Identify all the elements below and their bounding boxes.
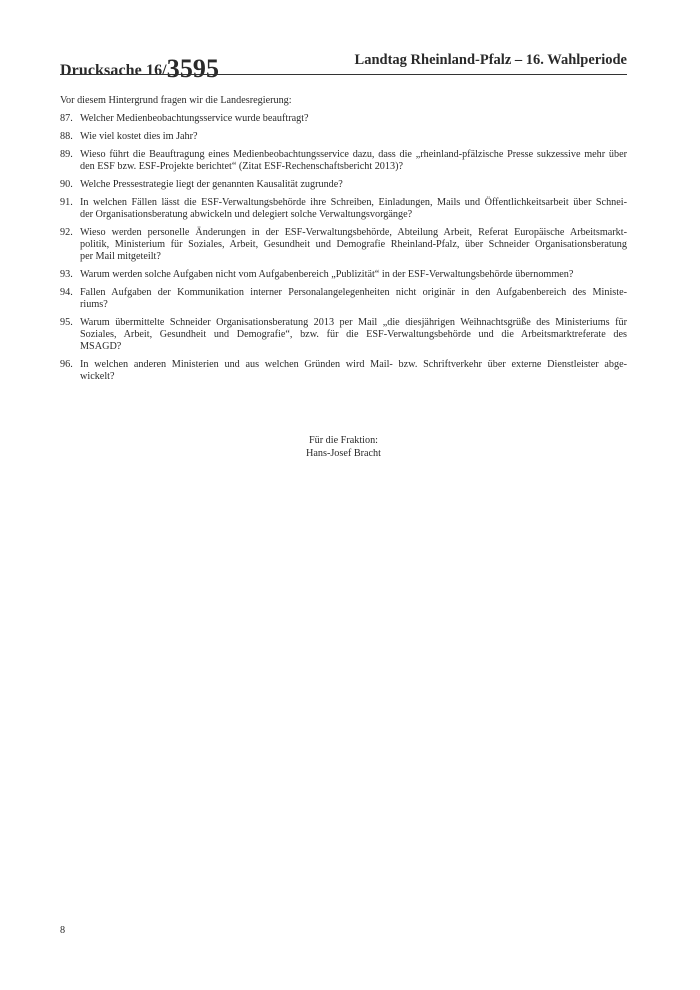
question-number: 90. <box>60 179 73 190</box>
question-number: 93. <box>60 269 73 280</box>
question-text <box>80 359 627 383</box>
question-item <box>60 197 627 221</box>
question-line: Fallen Aufgaben der Kommunikation interner Personalangelegenheiten nicht originär in den Aufgabenbereich des Ministe- <box>80 287 627 298</box>
question-text <box>80 317 627 353</box>
question-line: Soziales, Arbeit, Gesundheit und Demografie“, bzw. für die ESF-Verwaltungsbehörde und die Arbeitsmarktreferate des <box>80 329 627 340</box>
question-number: 87. <box>60 113 73 124</box>
parliament-title: Landtag Rheinland-Pfalz – 16. Wahlperiode <box>354 52 627 68</box>
question-line: der Organisationsberatung abwickeln und delegiert solche Verwaltungsvorgänge? <box>80 209 413 220</box>
question-line: wickelt? <box>80 371 115 382</box>
question-item <box>60 269 627 281</box>
question-item <box>60 227 627 263</box>
question-line: Welche Pressestrategie liegt der genannten Kausalität zugrunde? <box>80 179 343 190</box>
question-list <box>60 113 627 389</box>
document-label: Drucksache 16/ <box>60 62 167 79</box>
question-number: 95. <box>60 317 73 328</box>
signature-block <box>60 434 627 460</box>
question-text <box>80 149 627 173</box>
question-line: politik, Ministerium für Soziales, Arbeit, Gesundheit und Demografie Rheinland-Pfalz, über Schneider Organisationsberatung <box>80 239 627 250</box>
question-item <box>60 131 627 143</box>
question-item <box>60 149 627 173</box>
question-item <box>60 179 627 191</box>
question-item <box>60 317 627 353</box>
page-number: 8 <box>60 925 66 936</box>
page-header <box>60 46 627 83</box>
question-line: Wie viel kostet dies im Jahr? <box>80 131 198 142</box>
question-text <box>80 227 627 263</box>
question-line: Warum übermittelte Schneider Organisationsberatung 2013 per Mail „die diesjährigen Weihnachtsgrüße des Ministeriums für <box>80 317 627 328</box>
question-line: MSAGD? <box>80 341 122 352</box>
question-number: 96. <box>60 359 73 370</box>
question-line: In welchen anderen Ministerien und aus welchen Gründen wird Mail- bzw. Schriftverkehr über externe Dienstleister abge- <box>80 359 627 370</box>
question-item <box>60 113 627 125</box>
question-line: den ESF bzw. ESF-Projekte berichtet“ (Zitat ESF-Rechenschaftsbericht 2013)? <box>80 161 403 172</box>
question-text <box>80 131 627 143</box>
document-number: 3595 <box>166 54 220 83</box>
question-number: 94. <box>60 287 73 298</box>
question-text <box>80 113 627 125</box>
header-rule <box>60 74 627 75</box>
question-item <box>60 359 627 383</box>
question-number: 89. <box>60 149 73 160</box>
signature-faction: Für die Fraktion: <box>308 435 379 446</box>
question-number: 92. <box>60 227 73 238</box>
question-text <box>80 197 627 221</box>
question-line: Warum werden solche Aufgaben nicht vom Aufgabenbereich „Publizität“ in der ESF-Verwaltungsbehörde übernommen? <box>80 269 574 280</box>
intro-text: Vor diesem Hintergrund fragen wir die Landesregierung: <box>60 95 292 106</box>
question-line: riums? <box>80 299 108 310</box>
question-number: 88. <box>60 131 73 142</box>
signature-name: Hans-Josef Bracht <box>306 448 381 459</box>
question-number: 91. <box>60 197 73 208</box>
question-text <box>80 287 627 311</box>
question-line: Wieso werden personelle Änderungen in der ESF-Verwaltungsbehörde, Abteilung Arbeit, Referat Europäische Arbeitsmarkt- <box>80 227 627 238</box>
question-line: per Mail mitgeteilt? <box>80 251 161 262</box>
document-reference <box>60 52 219 82</box>
question-text <box>80 269 627 281</box>
question-item <box>60 287 627 311</box>
question-line: Wieso führt die Beauftragung eines Medienbeobachtungsservice dazu, dass die „rheinland-pfälzische Presse sukzessive mehr über <box>80 149 627 160</box>
question-line: In welchen Fällen lässt die ESF-Verwaltungsbehörde ihre Schreiben, Einladungen, Mails und Öffentlichkeitsarbeit über Schnei- <box>80 197 627 208</box>
question-text <box>80 179 627 191</box>
question-line: Welcher Medienbeobachtungsservice wurde beauftragt? <box>80 113 309 124</box>
